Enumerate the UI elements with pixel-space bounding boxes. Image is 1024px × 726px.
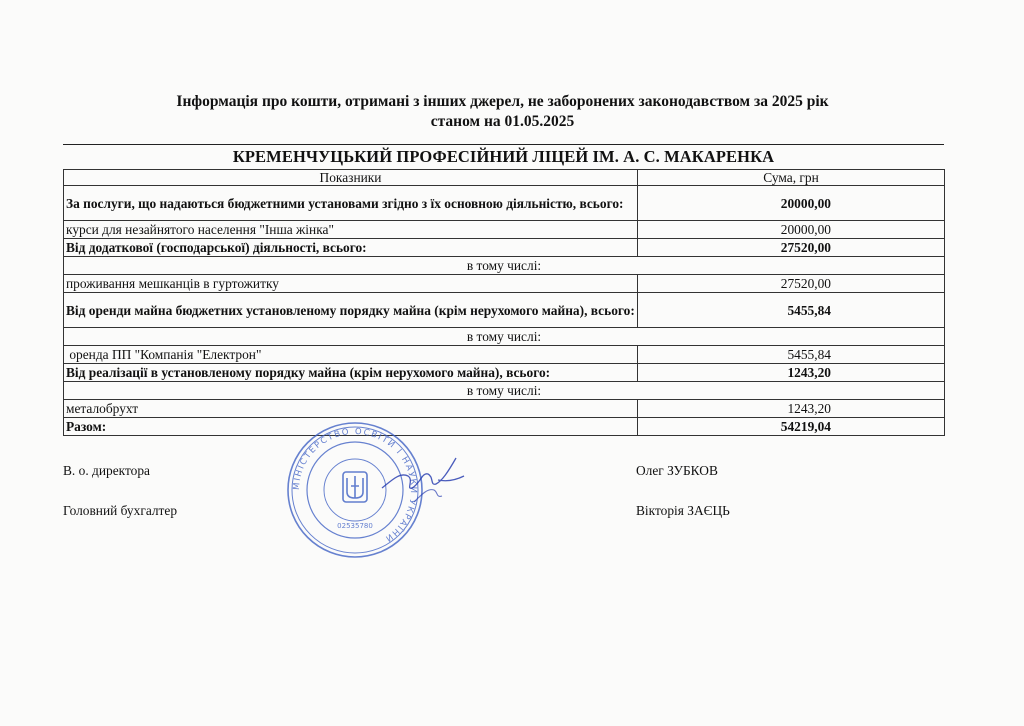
document-title [60, 92, 945, 132]
row-label: Разом: [64, 418, 638, 436]
row-label: Від оренди майна бюджетних установленому порядку майна (крім нерухомого майна), всього: [64, 293, 638, 328]
table-row [64, 186, 945, 221]
row-label: проживання мешканців в гуртожитку [64, 275, 638, 293]
title-divider [63, 144, 944, 145]
seal-text: МІНІСТЕРСТВО ОСВІТИ І НАУКИ УКРАЇНИ [291, 426, 419, 544]
director-title: В. о. директора [63, 463, 150, 478]
row-label: Від додаткової (господарської) діяльності, всього: [64, 239, 638, 257]
row-value: 54219,04 [638, 418, 945, 436]
row-value: 1243,20 [638, 364, 945, 382]
row-value: 27520,00 [638, 275, 945, 293]
funds-table [63, 169, 945, 436]
table-row [64, 257, 945, 275]
table-row [64, 275, 945, 293]
row-value: 20000,00 [638, 221, 945, 239]
header-amount: Сума, грн [638, 170, 945, 186]
row-label: курси для незайнятого населення "Інша жінка" [64, 221, 638, 239]
header-indicators: Показники [64, 170, 638, 186]
table-header-row [64, 170, 945, 186]
accountant-name: Вікторія ЗАЄЦЬ [636, 503, 730, 518]
table-row [64, 364, 945, 382]
title-line-1: Інформація про кошти, отримані з інших джерел, не заборонених законодавством за 2025 рік [176, 93, 829, 110]
row-label: оренда ПП "Компанія "Електрон" [64, 346, 638, 364]
subsection-label: в тому числі: [64, 382, 945, 400]
row-label: Від реалізації в установленому порядку майна (крім нерухомого майна), всього: [64, 364, 638, 382]
table-row [64, 346, 945, 364]
trident-icon [343, 472, 367, 502]
row-label: За послуги, що надаються бюджетними установами згідно з їх основною діяльністю, всього: [64, 186, 638, 221]
director-name: Олег ЗУБКОВ [636, 463, 718, 478]
accountant-title: Головний бухгалтер [63, 503, 178, 518]
seal-code: 02535780 [337, 522, 373, 530]
director-signature [378, 450, 468, 510]
table-row [64, 221, 945, 239]
subsection-label: в тому числі: [64, 328, 945, 346]
title-line-2: станом на 01.05.2025 [430, 113, 575, 130]
table-row-total [64, 418, 945, 436]
row-value: 20000,00 [638, 186, 945, 221]
row-label: металобрухт [64, 400, 638, 418]
row-value: 1243,20 [638, 400, 945, 418]
table-row [64, 293, 945, 328]
row-value: 5455,84 [638, 346, 945, 364]
table-row [64, 382, 945, 400]
organization-name: КРЕМЕНЧУЦЬКИЙ ПРОФЕСІЙНИЙ ЛІЦЕЙ ІМ. А. С. МАКАРЕНКА [232, 147, 775, 166]
row-value: 27520,00 [638, 239, 945, 257]
row-value: 5455,84 [638, 293, 945, 328]
table-row [64, 400, 945, 418]
subsection-label: в тому числі: [64, 257, 945, 275]
table-row [64, 328, 945, 346]
table-row [64, 239, 945, 257]
